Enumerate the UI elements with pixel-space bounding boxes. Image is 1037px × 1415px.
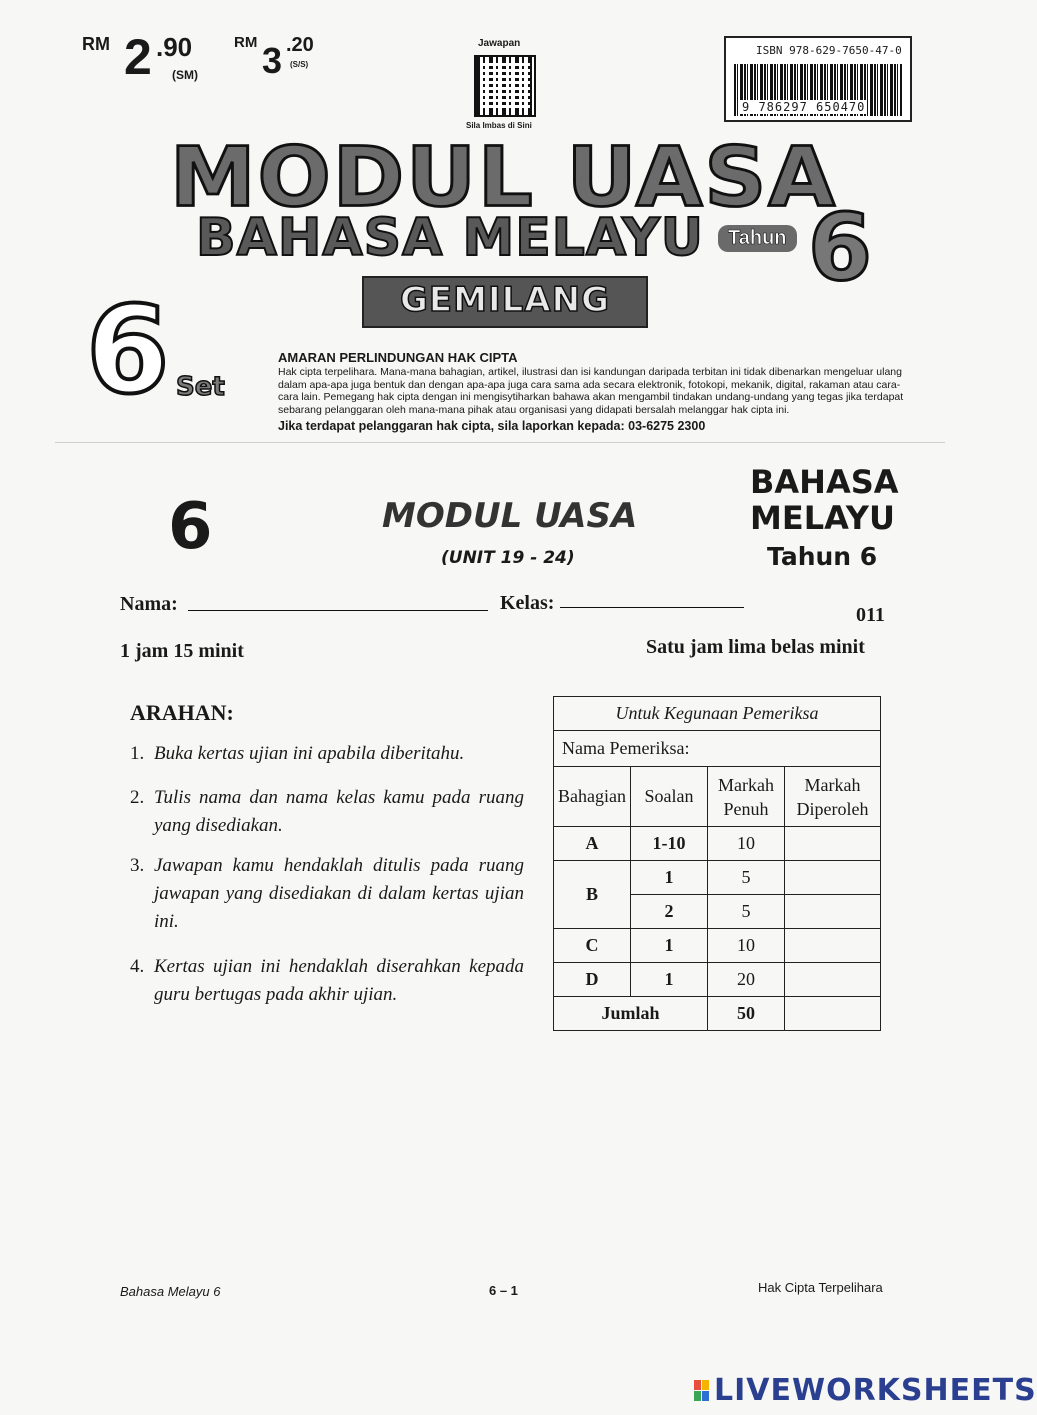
footer-right: Hak Cipta Terpelihara xyxy=(758,1280,883,1295)
examiner-table xyxy=(553,696,881,1031)
instruction-text: Buka kertas ujian ini apabila diberitahu. xyxy=(154,743,465,764)
cell-markah-penuh: 5 xyxy=(708,861,785,895)
cell-markah-penuh: 5 xyxy=(708,895,785,929)
instruction-item xyxy=(130,852,524,936)
total-diperoleh[interactable] xyxy=(785,997,881,1031)
cell-soalan: 1 xyxy=(631,963,708,997)
paper-unit: (UNIT 19 - 24) xyxy=(441,548,575,568)
instruction-number: 3. xyxy=(130,855,145,876)
table-row-total xyxy=(554,997,881,1031)
instruction-text: Tulis nama dan nama kelas kamu pada ruang yang disediakan. xyxy=(154,787,524,836)
cover-brand: GEMILANG xyxy=(400,280,610,320)
isbn-text: ISBN 978-629-7650-47-0 xyxy=(756,44,902,57)
copyright-contact: Jika terdapat pelanggaran hak cipta, sila laporkan kepada: 03-6275 2300 xyxy=(278,419,706,433)
instruction-item xyxy=(130,740,524,768)
cell-markah-penuh: 10 xyxy=(708,827,785,861)
cell-soalan: 1 xyxy=(631,929,708,963)
header-markah-penuh: Markah Penuh xyxy=(708,767,785,827)
cell-soalan: 1 xyxy=(631,861,708,895)
price-currency-ss: RM xyxy=(234,34,258,51)
price-ss-decimal: .20 xyxy=(286,34,314,56)
examiner-name-label[interactable]: Nama Pemeriksa: xyxy=(554,731,881,767)
instructions-heading: ARAHAN: xyxy=(130,700,234,725)
instruction-item xyxy=(130,784,524,840)
cell-bahagian: D xyxy=(554,963,631,997)
cell-bahagian: B xyxy=(554,861,631,929)
class-label: Kelas: xyxy=(500,592,555,614)
cover-title: MODUL UASA xyxy=(170,130,837,226)
instruction-text: Kertas ujian ini hendaklah diserahkan kepada guru bertugas pada akhir ujian. xyxy=(154,956,524,1005)
cell-markah-diperoleh[interactable] xyxy=(785,895,881,929)
total-value: 50 xyxy=(708,997,785,1031)
duration: 1 jam 15 minit xyxy=(120,640,244,662)
duration-words: Satu jam lima belas minit xyxy=(646,636,865,658)
cover-tahun-label: Tahun xyxy=(718,225,797,252)
qr-caption: Sila Imbas di Sini xyxy=(466,121,532,130)
instruction-number: 2. xyxy=(130,787,145,808)
class-field[interactable] xyxy=(560,607,744,608)
instruction-item xyxy=(130,953,524,1009)
instruction-number: 4. xyxy=(130,956,145,977)
copyright-body: Hak cipta terpelihara. Mana-mana bahagian, artikel, ilustrasi dan isi kandungan daripada terbitan ini tidak dibenarkan mengeluar ulang dalam apa-apa juga bentuk dan dengan apa-apa juga cara sama ada secara elektronik, fotokopi, mekanik, digital, rakaman atau cara-cara lain. Pemegang hak cipta dengan ini mengisytiharkan bahawa akan mengambil tindakan undang-undang yang tegas jika terdapat sebarang pelanggaran oleh mana-mana pihak atau organisasi yang didapati bersalah melanggar hak cipta ini. xyxy=(278,366,904,416)
paper-code: 011 xyxy=(856,604,885,626)
cell-soalan: 1-10 xyxy=(631,827,708,861)
cell-bahagian: A xyxy=(554,827,631,861)
header-bahagian: Bahagian xyxy=(554,767,631,827)
cell-bahagian: C xyxy=(554,929,631,963)
instruction-text: Jawapan kamu hendaklah ditulis pada ruang jawapan yang disediakan di dalam kertas ujian ini. xyxy=(154,855,524,932)
total-label: Jumlah xyxy=(554,997,708,1031)
price-currency-sm: RM xyxy=(82,34,110,54)
price-sm-decimal: .90 xyxy=(156,32,193,62)
footer-page-number: 6 – 1 xyxy=(489,1283,518,1298)
liveworksheets-brand[interactable]: LIVEWORKSHEETS xyxy=(714,1373,1037,1408)
liveworksheets-logo-icon xyxy=(694,1380,710,1402)
table-row xyxy=(554,861,881,895)
header-soalan: Soalan xyxy=(631,767,708,827)
instruction-number: 1. xyxy=(130,743,145,764)
cell-markah-diperoleh[interactable] xyxy=(785,929,881,963)
paper-year: Tahun 6 xyxy=(767,542,878,571)
cover-tahun-number: 6 xyxy=(808,194,873,301)
examiner-title: Untuk Kegunaan Pemeriksa xyxy=(554,697,881,731)
paper-number: 6 xyxy=(168,490,213,564)
price-sm-whole: 2 xyxy=(124,29,152,85)
cover-brand-box xyxy=(362,276,648,328)
table-row xyxy=(554,963,881,997)
copyright-title: AMARAN PERLINDUNGAN HAK CIPTA xyxy=(278,350,518,365)
price-sm-label: (SM) xyxy=(172,68,198,82)
cell-markah-penuh: 20 xyxy=(708,963,785,997)
paper-subject-line2: MELAYU xyxy=(750,499,895,537)
price-tag xyxy=(82,30,332,90)
name-label: Nama: xyxy=(120,593,178,615)
cover-subject: BAHASA MELAYU xyxy=(196,208,704,268)
cell-soalan: 2 xyxy=(631,895,708,929)
price-ss-label: (S/S) xyxy=(290,60,309,69)
set-label: Set xyxy=(176,372,225,402)
barcode-digits: 9 786297 650470 xyxy=(742,100,866,114)
name-field[interactable] xyxy=(188,610,488,611)
cell-markah-diperoleh[interactable] xyxy=(785,827,881,861)
set-number: 6 xyxy=(86,282,170,421)
header-markah-diperoleh: Markah Diperoleh xyxy=(785,767,881,827)
cell-markah-diperoleh[interactable] xyxy=(785,963,881,997)
qr-code-icon[interactable] xyxy=(474,55,536,117)
qr-label: Jawapan xyxy=(478,38,521,49)
page-divider xyxy=(55,442,945,443)
table-row xyxy=(554,929,881,963)
paper-title: MODUL UASA xyxy=(382,496,638,536)
footer-left: Bahasa Melayu 6 xyxy=(120,1284,221,1299)
cell-markah-penuh: 10 xyxy=(708,929,785,963)
isbn-barcode xyxy=(724,36,912,122)
cell-markah-diperoleh[interactable] xyxy=(785,861,881,895)
price-ss-whole: 3 xyxy=(262,40,283,81)
table-row xyxy=(554,827,881,861)
paper-subject-line1: BAHASA xyxy=(750,463,899,501)
